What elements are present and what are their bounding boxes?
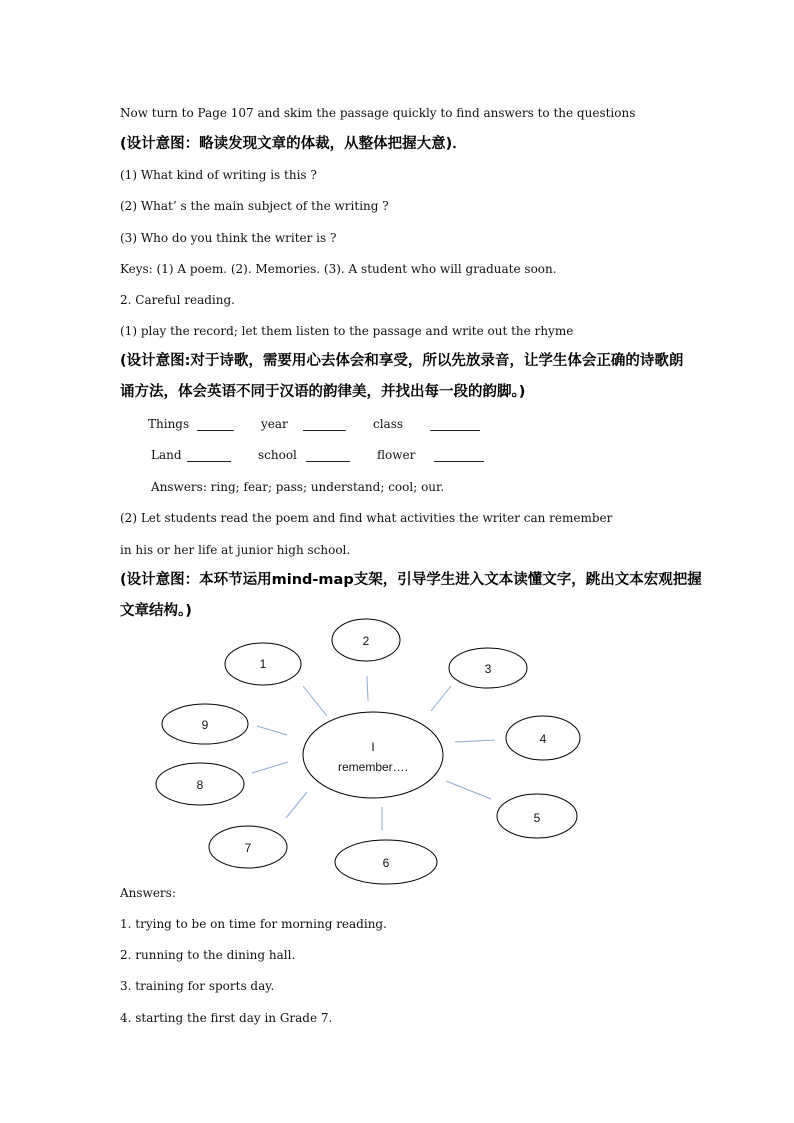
rhyme-word: Things <box>148 417 190 431</box>
rhyme-word: Land <box>151 448 182 462</box>
node-label: 4 <box>539 732 547 746</box>
blank-line <box>187 461 231 462</box>
keys-line: Keys: (1) A poem. (2). Memories. (3). A student who will graduate soon. <box>120 262 557 276</box>
design-intent-2-line2: 诵方法，体会英语不同于汉语的韵律美，并找出每一段的韵脚。) <box>120 384 526 400</box>
node-label: 8 <box>196 778 204 792</box>
node-label: 7 <box>244 841 252 855</box>
mind-map-node-7 <box>209 826 287 868</box>
connector-9 <box>257 726 287 735</box>
mind-map-center <box>303 712 443 798</box>
connector-4 <box>455 740 495 742</box>
answer-item: 2. running to the dining hall. <box>120 948 296 962</box>
step-2-instruction-line2: in his or her life at junior high school. <box>120 543 351 557</box>
careful-reading-heading: 2. Careful reading. <box>120 293 235 307</box>
node-label: 5 <box>533 811 541 825</box>
rhyme-row-2 <box>0 448 794 468</box>
rhyme-word: year <box>261 417 288 431</box>
connector-1 <box>303 686 327 716</box>
mind-map-node-4 <box>506 716 580 760</box>
step-2-instruction-line1: (2) Let students read the poem and find what activities the writer can remember <box>120 511 613 525</box>
question-1: (1) What kind of writing is this ? <box>120 168 317 182</box>
connector-8 <box>252 762 288 773</box>
connector-3 <box>431 686 451 711</box>
center-text-line2: remember…. <box>337 760 409 774</box>
node-label: 3 <box>484 662 492 676</box>
mind-map-node-9 <box>162 704 248 744</box>
mind-map-node-1 <box>225 643 301 685</box>
rhyme-answers: Answers: ring; fear; pass; understand; cool; our. <box>151 480 445 494</box>
center-text-line1: I <box>371 740 375 754</box>
answers-heading: Answers: <box>120 886 176 900</box>
mind-map-node-6 <box>335 840 437 884</box>
mind-map-node-5 <box>497 794 577 838</box>
design-intent-2-line1: (设计意图:对于诗歌，需要用心去体会和享受，所以先放录音，让学生体会正确的诗歌朗 <box>120 353 684 369</box>
node-label: 2 <box>362 634 370 648</box>
node-label: 9 <box>201 718 209 732</box>
answer-item: 3. training for sports day. <box>120 979 275 993</box>
connector-2 <box>367 676 368 701</box>
blank-line <box>434 461 484 462</box>
blank-line <box>197 430 234 431</box>
node-label: 6 <box>382 856 390 870</box>
mind-map-node-3 <box>449 648 527 688</box>
design-intent-1: (设计意图：略读发现文章的体裁，从整体把握大意)． <box>120 136 467 152</box>
design-intent-3-line2: 文章结构。) <box>120 603 192 619</box>
blank-line <box>303 430 346 431</box>
question-2: (2) What’ s the main subject of the writing ? <box>120 199 389 213</box>
blank-line <box>430 430 480 431</box>
connector-5 <box>446 781 491 799</box>
answer-item: 1. trying to be on time for morning reading. <box>120 917 387 931</box>
node-label: 1 <box>259 657 267 671</box>
answer-item: 4. starting the first day in Grade 7. <box>120 1011 333 1025</box>
rhyme-word: class <box>373 417 404 431</box>
center-ellipse <box>303 712 443 798</box>
rhyme-word: flower <box>377 448 416 462</box>
step-1-instruction: (1) play the record; let them listen to the passage and write out the rhyme <box>120 324 574 338</box>
blank-line <box>306 461 350 462</box>
design-intent-3-line1: (设计意图：本环节运用mind-map支架，引导学生进入文本读懂文字，跳出文本宏观把握 <box>120 572 702 588</box>
mind-map-node-8 <box>156 763 244 805</box>
rhyme-row-1 <box>0 417 794 437</box>
mind-map-node-2 <box>332 619 400 661</box>
rhyme-word: school <box>258 448 297 462</box>
connector-7 <box>286 792 307 818</box>
question-3: (3) Who do you think the writer is ? <box>120 231 337 245</box>
mind-map-diagram <box>0 600 794 890</box>
intro-instruction: Now turn to Page 107 and skim the passage quickly to find answers to the questions <box>120 106 636 120</box>
